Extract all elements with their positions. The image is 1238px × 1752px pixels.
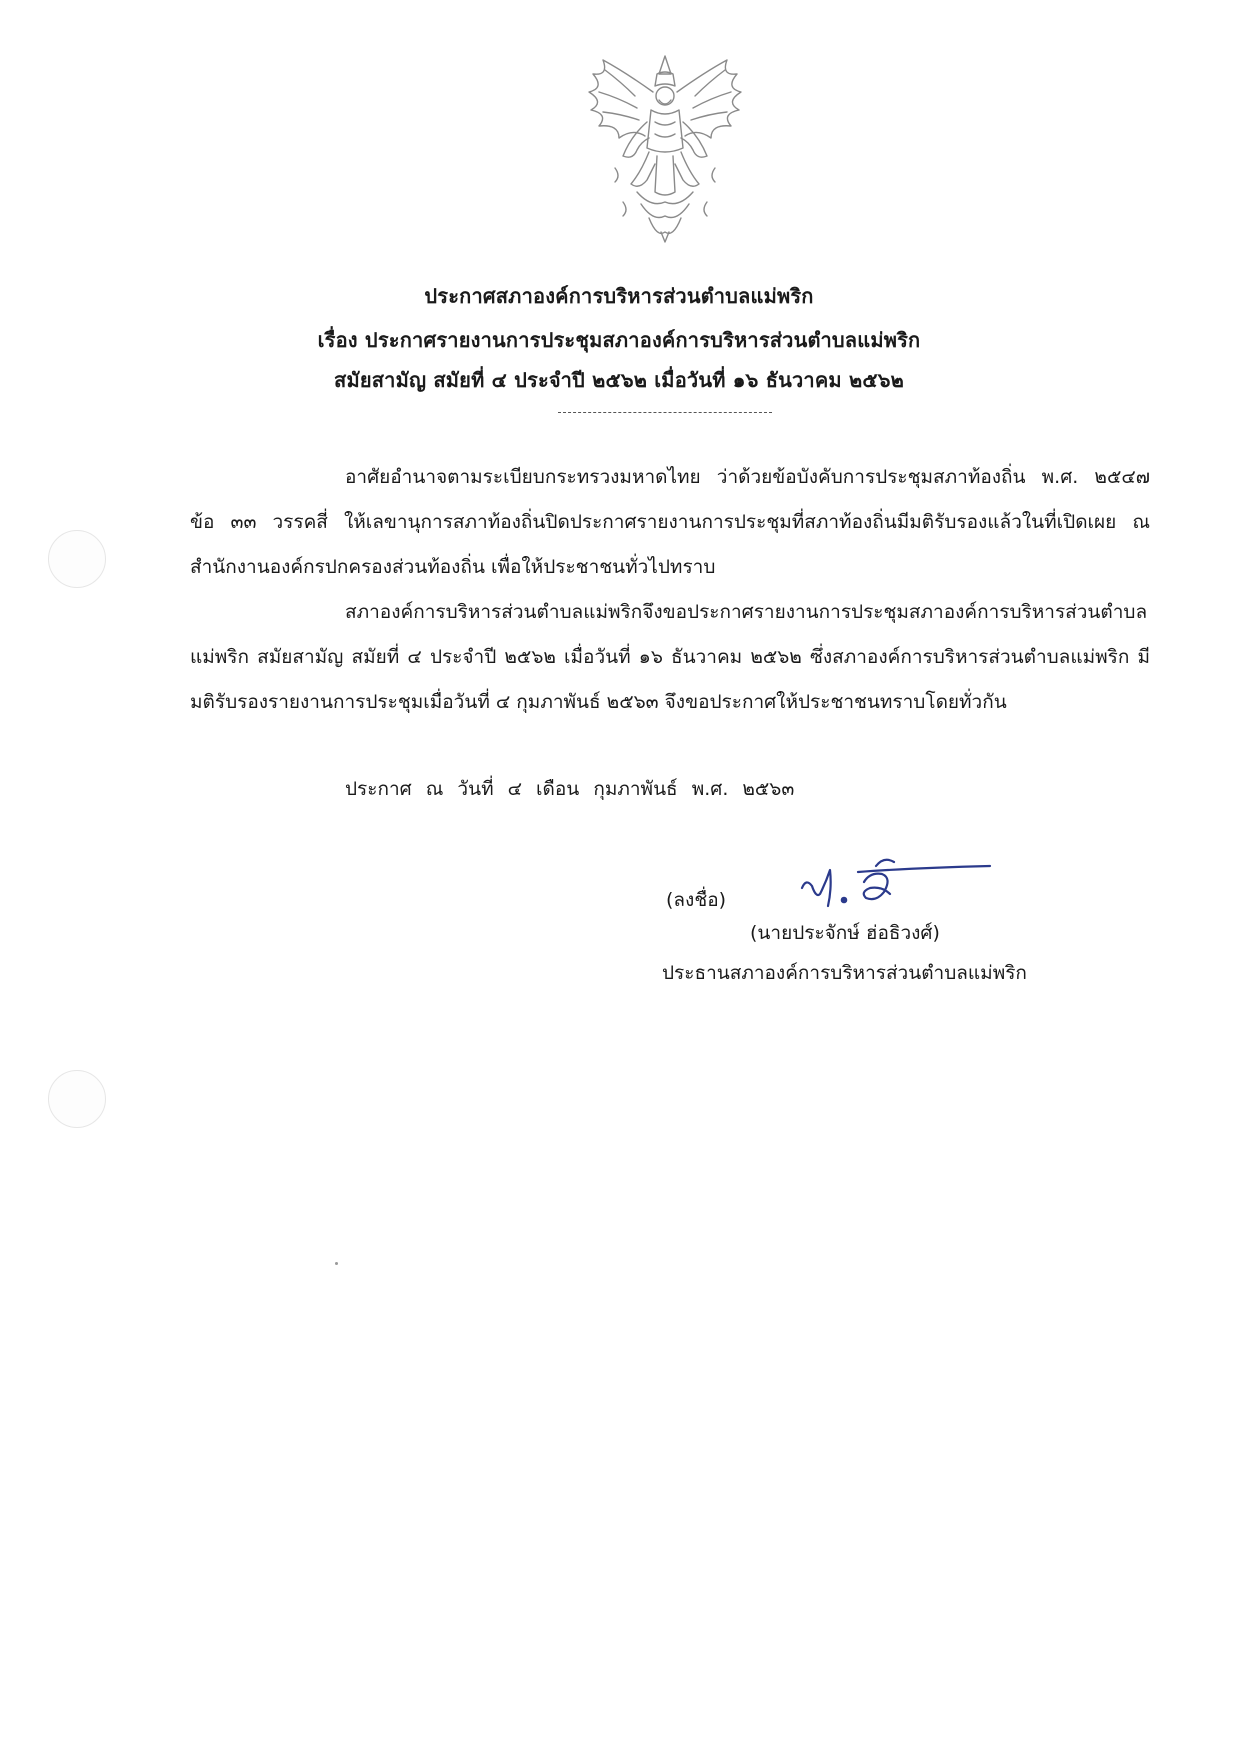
handwritten-signature bbox=[790, 848, 1000, 918]
paragraph-authority-text: อาศัยอำนาจตามระเบียบกระทรวงมหาดไทย ว่าด้วยข้อบังคับการประชุมสภาท้องถิ่น พ.ศ. ๒๕๔๗ ข้อ ๓๓ วรรคสี่ ให้เลขานุการสภาท้องถิ่นปิดประกาศรายงานการประชุมที่สภาท้องถิ่นมีมติรับรองแล้วในที่เปิดเผย ณ สำนักงานองค์กรปกครองส่วนท้องถิ่น เพื่อให้ประชาชนทั่วไปทราบ bbox=[190, 466, 1150, 578]
paragraph-announcement-text: สภาองค์การบริหารส่วนตำบลแม่พริกจึงขอประกาศรายงานการประชุมสภาองค์การบริหารส่วนตำบลแม่พริก สมัยสามัญ สมัยที่ ๔ ประจำปี ๒๕๖๒ เมื่อวันที่ ๑๖ ธันวาคม ๒๕๖๒ ซึ่งสภาองค์การบริหารส่วนตำบลแม่พริก มีมติรับรองรายงานการประชุมเมื่อวันที่ ๔ กุมภาพันธ์ ๒๕๖๓ จึงขอประกาศให้ประชาชนทราบโดยทั่วกัน bbox=[190, 601, 1150, 713]
paragraph-announcement bbox=[190, 590, 1150, 725]
paragraph-authority bbox=[190, 455, 1150, 590]
punch-hole-bottom bbox=[48, 1070, 106, 1128]
signer-name: (นายประจักษ์ ฮ่อธิวงศ์) bbox=[750, 922, 940, 944]
document-subject: เรื่อง ประกาศรายงานการประชุมสภาองค์การบริหารส่วนตำบลแม่พริก bbox=[317, 328, 921, 352]
document-session: สมัยสามัญ สมัยที่ ๔ ประจำปี ๒๕๖๒ เมื่อวันที่ ๑๖ ธันวาคม ๒๕๖๒ bbox=[334, 368, 904, 392]
scan-speck bbox=[335, 1262, 338, 1265]
punch-hole-top bbox=[48, 530, 106, 588]
signer-position: ประธานสภาองค์การบริหารส่วนตำบลแม่พริก bbox=[662, 962, 1027, 984]
title-divider bbox=[558, 412, 772, 413]
document-title: ประกาศสภาองค์การบริหารส่วนตำบลแม่พริก bbox=[424, 284, 814, 308]
announcement-date: ประกาศ ณ วันที่ ๔ เดือน กุมภาพันธ์ พ.ศ. ๒๕๖๓ bbox=[345, 778, 795, 800]
sign-label: (ลงชื่อ) bbox=[666, 889, 727, 911]
garuda-emblem-icon bbox=[575, 52, 755, 244]
